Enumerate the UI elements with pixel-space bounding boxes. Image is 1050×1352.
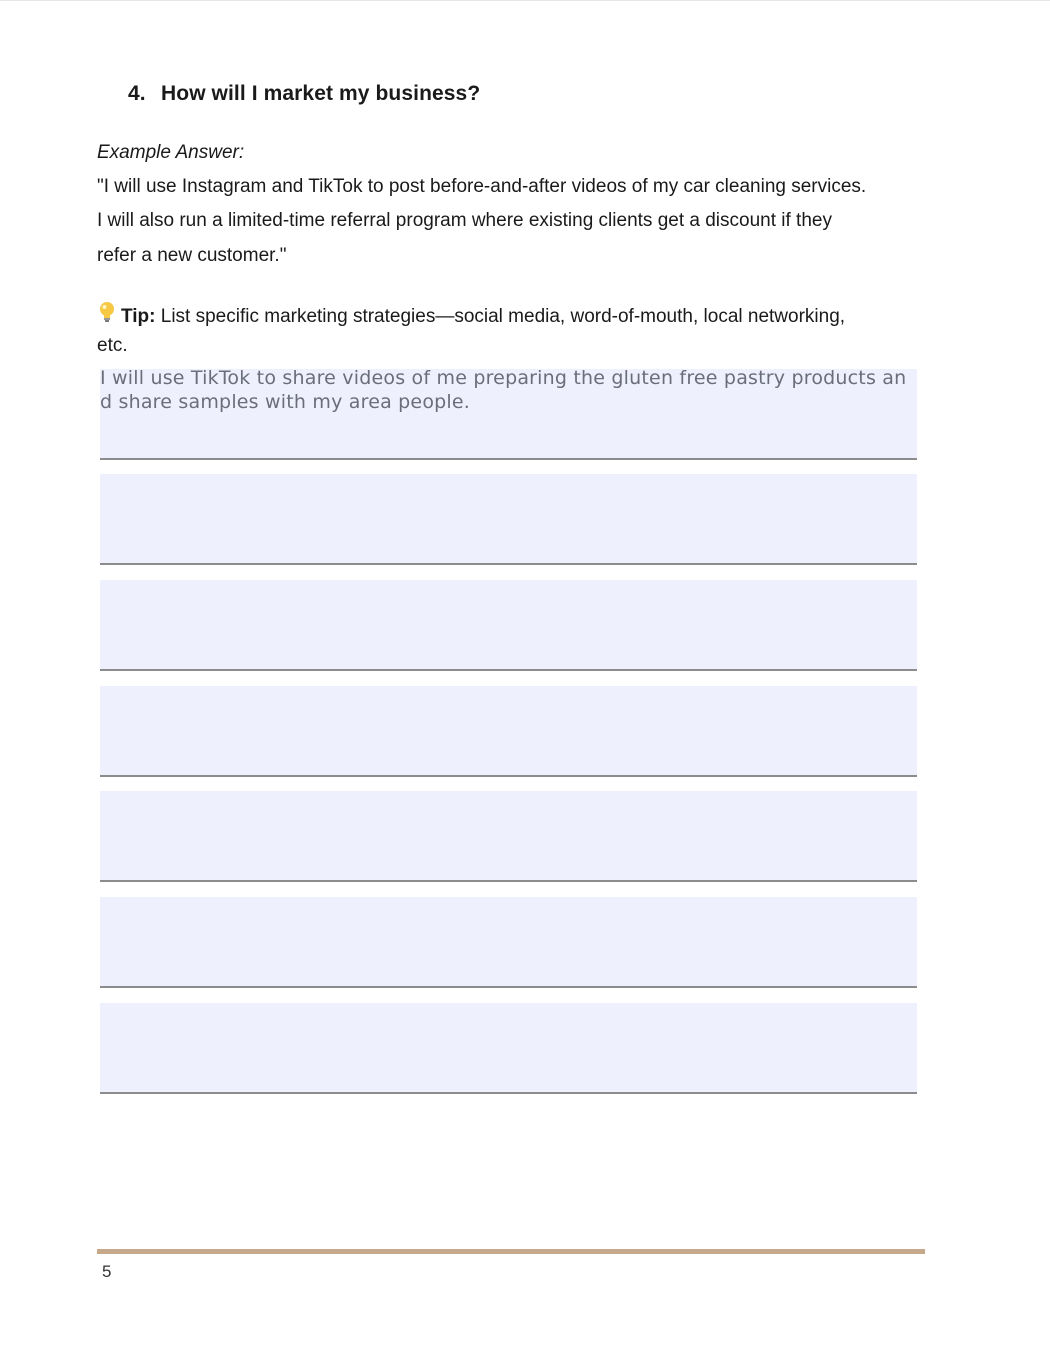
example-answer-line-1: "I will use Instagram and TikTok to post before-and-after videos of my car cleaning services. [97, 176, 867, 197]
question-heading [128, 82, 480, 106]
example-answer-label: Example Answer: [97, 142, 245, 163]
example-answer-line-2: I will also run a limited-time referral program where existing clients get a discount if they [97, 210, 832, 231]
answer-field-line-7[interactable] [100, 1003, 917, 1094]
page-top-border [0, 0, 1050, 1]
answer-field-line-5[interactable] [100, 791, 917, 882]
question-number: 4. [128, 82, 146, 105]
lightbulb-icon [97, 301, 121, 329]
question-text: How will I market my business? [161, 82, 481, 105]
tip-line [97, 300, 845, 328]
answer-field-line-3[interactable] [100, 580, 917, 671]
example-answer-line-3: refer a new customer." [97, 245, 287, 266]
tip-text-continued: etc. [97, 335, 128, 356]
answer-field-line-2[interactable] [100, 474, 917, 565]
footer-divider [97, 1249, 925, 1254]
page-number: 5 [102, 1262, 112, 1281]
answer-field-line-4[interactable] [100, 686, 917, 777]
answer-text-value[interactable]: I will use TikTok to share videos of me preparing the gluten free pastry products and share samples with my area people. [100, 367, 907, 413]
tip-text: List specific marketing strategies—social media, word-of-mouth, local networking, [155, 306, 846, 327]
answer-field-line-6[interactable] [100, 897, 917, 988]
tip-label: Tip: [121, 306, 156, 327]
